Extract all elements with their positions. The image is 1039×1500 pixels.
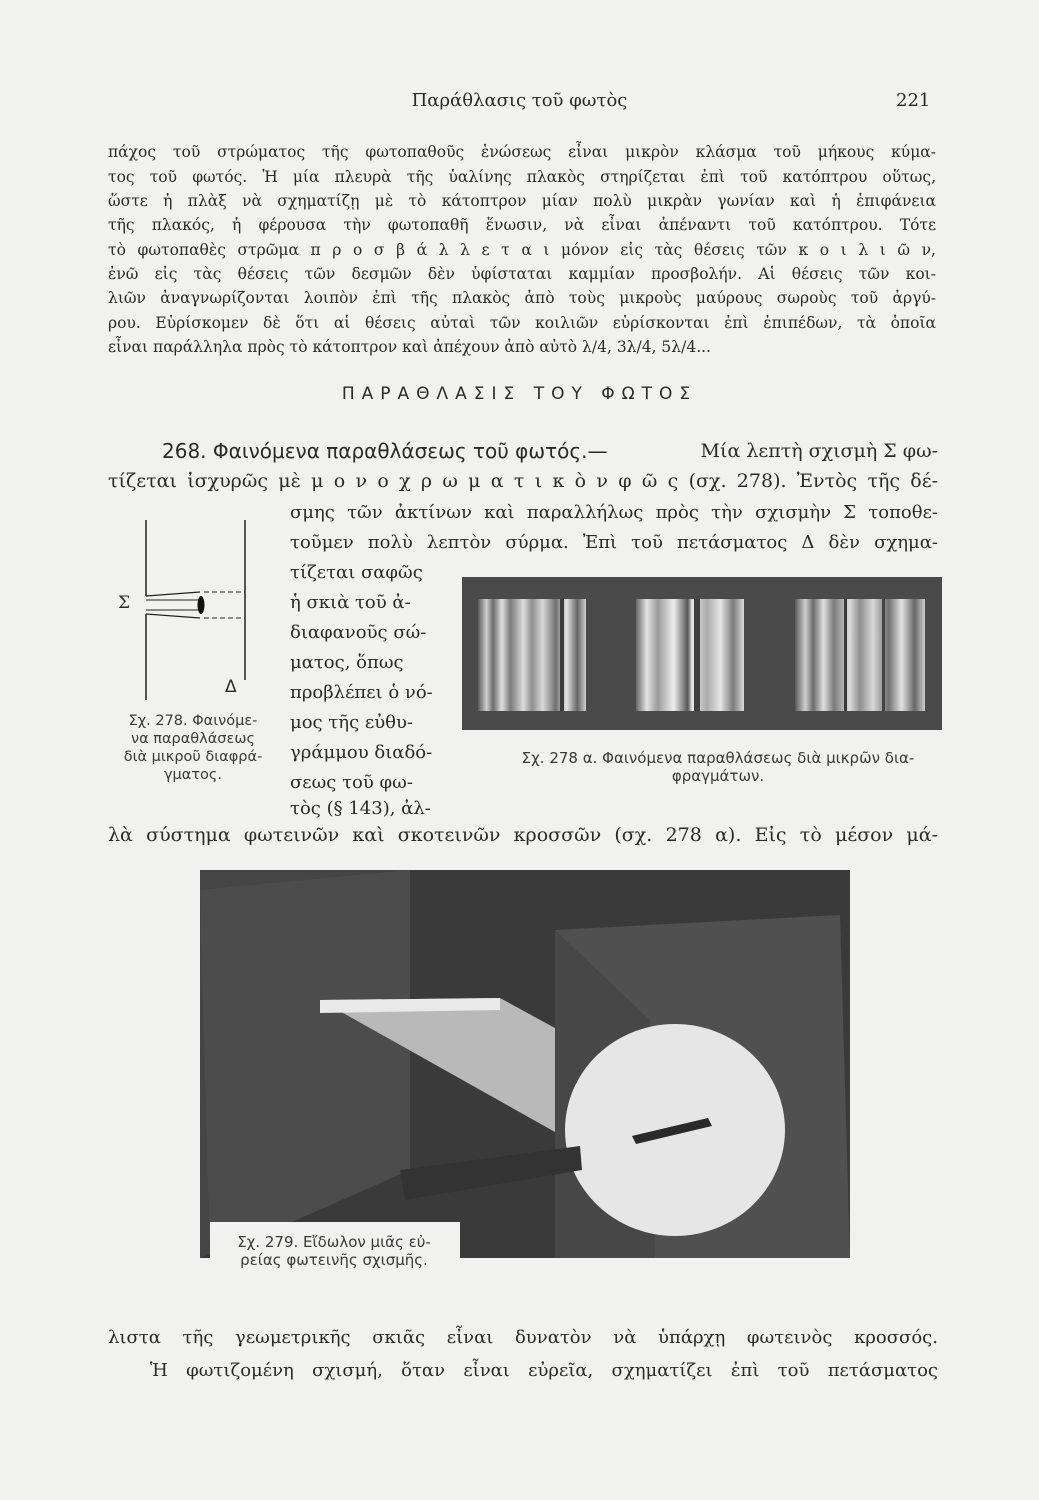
text-line: Μία λεπτὴ σχισμὴ Σ φω- <box>700 440 938 462</box>
text-line: τος τοῦ φωτός. Ἡ μία πλευρὰ τῆς ὑαλίνης πλακὸς στηρίζεται ἐπὶ τοῦ κατόπτρου οὕτως, <box>108 168 936 186</box>
text-line: τῆς πλακός, ἡ φέρουσα τὴν φωτοπαθῆ ἕνωσιν, νὰ εἶναι ἀπέναντι τοῦ κατόπτρου. Τότε <box>108 216 936 234</box>
text-line: λιῶν ἀναγνωρίζονται λοιπὸν ἐπὶ τῆς πλακὸς ἀπὸ τοὺς μικροὺς μαύρους σωροὺς τοῦ ἀργύ- <box>108 289 936 307</box>
figure-278-diagram <box>108 520 268 700</box>
caption-line: Σχ. 278. Φαινόμε- <box>128 713 258 729</box>
para-268-heading: 268. Φαινόμενα παραθλάσεως τοῦ φωτός.— <box>162 439 608 463</box>
caption-line: ρείας φωτεινῆς σχισμῆς. <box>240 1251 428 1269</box>
page-number: 221 <box>896 90 931 111</box>
figure-278-caption <box>108 712 278 784</box>
slit-wire-diagram <box>108 520 268 700</box>
caption-line: Σχ. 278 α. Φαινόμενα παραθλάσεως διὰ μικρῶν δια- <box>521 749 915 767</box>
text-line: ὥστε ἡ πλὰξ νὰ σχηματίζῃ μὲ τὸ κάτοπτρον μίαν πολὺ μικρὰν γωνίαν καὶ ἡ ἐπιφάνεια <box>108 192 936 210</box>
text-line: σεως τοῦ φω- <box>290 772 413 793</box>
figure-279-photo <box>200 870 850 1258</box>
figure-278a-photo <box>462 577 942 730</box>
running-header: Παράθλασις τοῦ φωτὸς <box>411 90 628 111</box>
text-line: λιστα τῆς γεωμετρικῆς σκιᾶς εἶναι δυνατὸν νὰ ὑπάρχῃ φωτεινὸς κροσσός. <box>108 1327 938 1348</box>
text-line: διαφανοῦς σώ- <box>290 622 427 643</box>
text-line: σμης τῶν ἀκτίνων καὶ παραλλήλως πρὸς τὴν σχισμὴν Σ τοποθε- <box>290 502 938 523</box>
wide-slit-image-illustration <box>200 870 850 1258</box>
text-line: ματος, ὅπως <box>290 652 404 673</box>
caption-line: φραγμάτων. <box>671 767 765 785</box>
text-line: τοῦμεν πολὺ λεπτὸν σύρμα. Ἐπὶ τοῦ πετάσματος Δ δὲν σχημα- <box>290 532 938 553</box>
text-line: Ἡ φωτιζομένη σχισμή, ὅταν εἶναι εὐρεῖα, σχηματίζει ἐπὶ τοῦ πετάσματος <box>150 1360 938 1381</box>
text-line: προβλέπει ὁ νό- <box>290 682 433 703</box>
caption-line: διὰ μικροῦ διαφρά- <box>123 749 263 765</box>
caption-line: Σχ. 279. Εἴδωλον μιᾶς εὐ- <box>237 1233 431 1251</box>
text-line: πάχος τοῦ στρώματος τῆς φωτοπαθοῦς ἑνώσεως εἶναι μικρὸν κλάσμα τοῦ μήκους κύμα- <box>108 143 936 161</box>
diffraction-fringes-image <box>462 577 942 730</box>
text-line: τὸ φωτοπαθὲς στρῶμα π ρ ο σ β ά λ λ ε τ α ι μόνον εἰς τὰς θέσεις τῶν κ ο ι λ ι ῶ ν, <box>108 241 936 259</box>
para-268-first-line <box>162 436 938 466</box>
figure-279-caption <box>214 1233 454 1269</box>
text-line: ἡ σκιὰ τοῦ ἀ- <box>290 592 411 613</box>
text-line: τίζεται σαφῶς <box>290 562 423 583</box>
screen-label: Δ <box>225 677 237 697</box>
text-line: ἐνῶ εἰς τὰς θέσεις τῶν δεσμῶν δὲν ὑφίσταται καμμίαν προσβολήν. Αἱ θέσεις τῶν κοι- <box>108 265 936 283</box>
text-line: λὰ σύστημα φωτεινῶν καὶ σκοτεινῶν κροσσῶν (σχ. 278 α). Εἰς τὸ μέσον μά- <box>108 824 938 846</box>
text-line: γράμμου διαδό- <box>290 742 433 763</box>
caption-line: να παραθλάσεως <box>130 731 255 747</box>
text-line: τίζεται ἰσχυρῶς μὲ μ ο ν ο χ ρ ω μ α τ ι κ ὸ ν φ ῶ ς (σχ. 278). Ἐντὸς τῆς δέ- <box>108 470 938 492</box>
text-line: μος τῆς εὐθυ- <box>290 712 414 733</box>
text-line: τὸς (§ 143), ἀλ- <box>290 798 431 819</box>
text-line: ρου. Εὑρίσκομεν δὲ ὅτι αἱ θέσεις αὐταὶ τῶν κοιλιῶν εὑρίσκονται ἐπὶ ἐπιπέδων, τὰ ὁποῖα <box>108 314 936 332</box>
section-title: ΠΑΡΑΘΛΑΣΙΣ ΤΟΥ ΦΩΤΟΣ <box>341 384 698 404</box>
text-line: εἶναι παράλληλα πρὸς τὸ κάτοπτρον καὶ ἀπέχουν ἀπὸ αὐτὸ λ/4, 3λ/4, 5λ/4... <box>108 338 711 356</box>
figure-278a-caption <box>498 749 938 785</box>
caption-line: γματος. <box>163 767 223 783</box>
slit-label: Σ <box>118 593 131 613</box>
